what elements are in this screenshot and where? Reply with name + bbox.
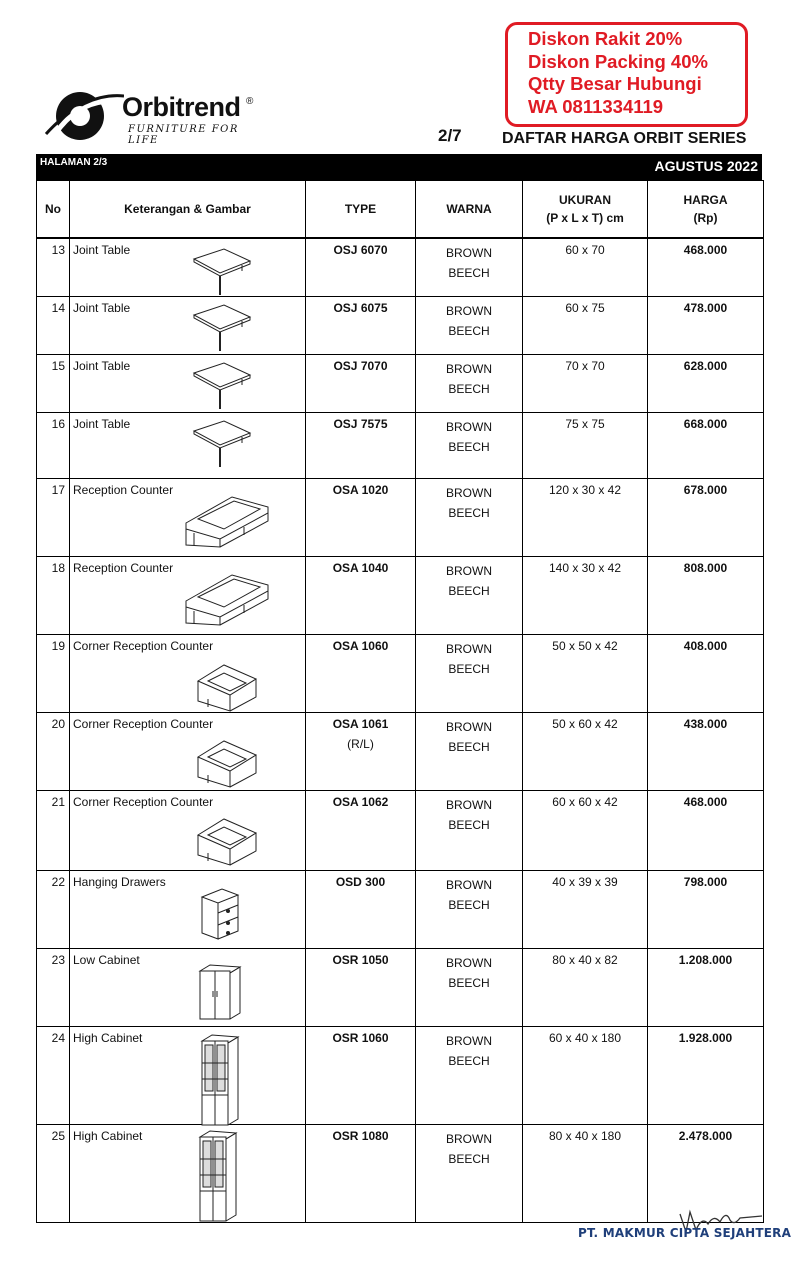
warna-1: BROWN	[446, 955, 492, 970]
row-ukuran: 40 x 39 x 39	[523, 870, 648, 948]
row-number: 14	[37, 296, 70, 354]
reception-counter-icon	[184, 565, 270, 627]
warna-2: BEECH	[448, 1053, 490, 1068]
corner-counter-icon	[194, 655, 258, 713]
price-date: AGUSTUS 2022	[654, 158, 758, 174]
row-description	[70, 412, 306, 478]
promo-line: WA 0811334119	[528, 95, 664, 117]
table-header-row	[37, 181, 764, 239]
row-warna	[416, 790, 523, 870]
row-ukuran: 80 x 40 x 82	[523, 948, 648, 1026]
type-code: OSD 300	[335, 874, 386, 889]
row-ukuran: 50 x 60 x 42	[523, 712, 648, 790]
row-harga: 668.000	[648, 412, 764, 478]
row-type	[306, 412, 416, 478]
table-row	[37, 634, 764, 712]
type-code: OSA 1060	[332, 638, 389, 653]
row-type	[306, 1026, 416, 1124]
type-variant: (R/L)	[347, 736, 374, 751]
row-number: 18	[37, 556, 70, 634]
row-number: 22	[37, 870, 70, 948]
item-name: Joint Table	[73, 243, 131, 257]
type-code: OSR 1080	[332, 1128, 389, 1143]
item-name: Low Cabinet	[73, 952, 140, 967]
row-ukuran: 75 x 75	[523, 412, 648, 478]
warna-2: BEECH	[448, 505, 490, 520]
header-harga-unit: (Rp)	[693, 211, 718, 225]
table-row	[37, 1124, 764, 1222]
row-ukuran: 60 x 70	[523, 238, 648, 296]
item-name: Corner Reception Counter	[73, 794, 214, 809]
row-ukuran: 60 x 75	[523, 296, 648, 354]
type-code: OSA 1061	[332, 716, 389, 731]
row-warna	[416, 238, 523, 296]
header-harga-title: HARGA	[683, 193, 728, 207]
row-ukuran: 50 x 50 x 42	[523, 634, 648, 712]
row-type	[306, 712, 416, 790]
type-code: OSJ 7575	[333, 416, 388, 431]
warna-2: BEECH	[448, 975, 490, 990]
row-warna	[416, 478, 523, 556]
item-name: Corner Reception Counter	[73, 638, 214, 653]
row-description	[70, 296, 306, 354]
table-row	[37, 296, 764, 354]
warna-1: BROWN	[446, 1033, 492, 1048]
document-title: DAFTAR HARGA ORBIT SERIES	[502, 130, 747, 147]
row-ukuran: 80 x 40 x 180	[523, 1124, 648, 1222]
row-warna	[416, 948, 523, 1026]
warna-1: BROWN	[446, 361, 492, 376]
row-harga: 408.000	[648, 634, 764, 712]
corner-counter-icon	[194, 809, 258, 867]
warna-2: BEECH	[448, 661, 490, 676]
table-row	[37, 870, 764, 948]
item-name: Reception Counter	[73, 560, 174, 575]
warna-1: BROWN	[446, 419, 492, 434]
row-harga: 1.928.000	[648, 1026, 764, 1124]
brand-tagline: FURNITURE FOR LIFE	[128, 124, 239, 146]
table-row	[37, 948, 764, 1026]
row-warna	[416, 296, 523, 354]
row-warna	[416, 634, 523, 712]
warna-1: BROWN	[446, 877, 492, 892]
row-description	[70, 478, 306, 556]
item-name: High Cabinet	[73, 1128, 143, 1143]
row-description	[70, 238, 306, 296]
table-row	[37, 712, 764, 790]
warna-1: BROWN	[446, 485, 492, 500]
row-type	[306, 1124, 416, 1222]
row-warna	[416, 354, 523, 412]
row-warna	[416, 556, 523, 634]
row-number: 20	[37, 712, 70, 790]
row-warna	[416, 870, 523, 948]
company-footer: PT. MAKMUR CIPTA SEJAHTERA	[578, 1226, 792, 1240]
registered-mark: ®	[246, 96, 254, 107]
row-number: 24	[37, 1026, 70, 1124]
header-ukuran-unit: (P x L x T) cm	[546, 211, 624, 225]
promo-line: Diskon Packing 40%	[528, 50, 708, 72]
warna-1: BROWN	[446, 1131, 492, 1146]
row-harga: 2.478.000	[648, 1124, 764, 1222]
row-type	[306, 238, 416, 296]
row-harga: 478.000	[648, 296, 764, 354]
high-cabinet-icon	[196, 1033, 242, 1127]
row-type	[306, 478, 416, 556]
row-description	[70, 634, 306, 712]
price-table	[36, 180, 764, 1223]
row-warna	[416, 1026, 523, 1124]
row-harga: 468.000	[648, 238, 764, 296]
table-row	[37, 790, 764, 870]
header-harga	[648, 181, 764, 239]
promo-line: Diskon Rakit 20%	[528, 28, 683, 49]
low-cabinet-icon	[196, 963, 244, 1023]
header-type: TYPE	[306, 181, 416, 239]
warna-2: BEECH	[448, 266, 490, 280]
row-warna	[416, 1124, 523, 1222]
row-ukuran: 120 x 30 x 42	[523, 478, 648, 556]
header-ukuran	[523, 181, 648, 239]
row-type	[306, 790, 416, 870]
row-description	[70, 354, 306, 412]
reception-counter-icon	[184, 487, 270, 549]
type-code: OSR 1050	[332, 952, 389, 967]
row-description	[70, 948, 306, 1026]
type-code: OSJ 6070	[333, 243, 388, 257]
drawers-icon	[198, 887, 242, 941]
type-code: OSA 1020	[332, 482, 389, 497]
item-name: Hanging Drawers	[73, 874, 166, 889]
item-name: Corner Reception Counter	[73, 716, 214, 731]
warna-2: BEECH	[448, 897, 490, 912]
corner-counter-icon	[194, 731, 258, 789]
type-code: OSJ 7070	[333, 358, 388, 373]
warna-2: BEECH	[448, 1151, 490, 1166]
row-ukuran: 140 x 30 x 42	[523, 556, 648, 634]
promo-line: Qtty Besar Hubungi	[528, 73, 702, 94]
row-type	[306, 948, 416, 1026]
warna-2: BEECH	[448, 323, 490, 338]
warna-1: BROWN	[446, 246, 492, 260]
type-code: OSA 1062	[332, 794, 389, 809]
row-number: 13	[37, 238, 70, 296]
row-warna	[416, 412, 523, 478]
header-warna: WARNA	[416, 181, 523, 239]
warna-1: BROWN	[446, 303, 492, 318]
header-ukuran-title: UKURAN	[559, 193, 611, 207]
row-description	[70, 870, 306, 948]
type-code: OSR 1060	[332, 1030, 389, 1045]
joint-table-icon	[190, 361, 254, 411]
section-bar	[36, 154, 762, 180]
row-warna	[416, 712, 523, 790]
table-row	[37, 478, 764, 556]
table-row	[37, 556, 764, 634]
high-cabinet-icon	[194, 1129, 240, 1223]
table-row	[37, 238, 764, 296]
row-number: 21	[37, 790, 70, 870]
row-type	[306, 556, 416, 634]
row-description	[70, 790, 306, 870]
header-no: No	[37, 181, 70, 239]
warna-2: BEECH	[448, 739, 490, 754]
row-description	[70, 1124, 306, 1222]
type-code: OSJ 6075	[333, 300, 388, 315]
joint-table-icon	[190, 303, 254, 353]
row-number: 16	[37, 412, 70, 478]
item-name: Reception Counter	[73, 482, 174, 497]
brand-logo	[44, 86, 274, 150]
row-harga: 468.000	[648, 790, 764, 870]
warna-2: BEECH	[448, 381, 490, 396]
brand-name: Orbitrend	[122, 92, 241, 122]
warna-1: BROWN	[446, 641, 492, 656]
row-type	[306, 354, 416, 412]
joint-table-icon	[190, 419, 254, 469]
item-name: Joint Table	[73, 358, 131, 373]
item-name: Joint Table	[73, 416, 131, 431]
table-row	[37, 354, 764, 412]
row-harga: 808.000	[648, 556, 764, 634]
row-number: 17	[37, 478, 70, 556]
warna-2: BEECH	[448, 583, 490, 598]
row-number: 15	[37, 354, 70, 412]
joint-table-icon	[190, 247, 254, 297]
row-description	[70, 1026, 306, 1124]
row-description	[70, 712, 306, 790]
warna-2: BEECH	[448, 439, 490, 454]
item-name: Joint Table	[73, 300, 131, 315]
table-row	[37, 412, 764, 478]
type-code: OSA 1040	[332, 560, 389, 575]
row-harga: 628.000	[648, 354, 764, 412]
row-description	[70, 556, 306, 634]
row-number: 19	[37, 634, 70, 712]
warna-2: BEECH	[448, 817, 490, 832]
section-label: HALAMAN 2/3	[40, 157, 108, 168]
row-harga: 798.000	[648, 870, 764, 948]
row-type	[306, 870, 416, 948]
orbit-logo-icon	[44, 86, 124, 150]
warna-1: BROWN	[446, 797, 492, 812]
row-ukuran: 60 x 40 x 180	[523, 1026, 648, 1124]
header-desc: Keterangan & Gambar	[70, 181, 306, 239]
row-number: 25	[37, 1124, 70, 1222]
row-harga: 438.000	[648, 712, 764, 790]
warna-1: BROWN	[446, 563, 492, 578]
row-type	[306, 634, 416, 712]
row-harga: 1.208.000	[648, 948, 764, 1026]
row-ukuran: 70 x 70	[523, 354, 648, 412]
row-type	[306, 296, 416, 354]
warna-1: BROWN	[446, 719, 492, 734]
row-ukuran: 60 x 60 x 42	[523, 790, 648, 870]
row-number: 23	[37, 948, 70, 1026]
promo-box	[505, 22, 748, 127]
table-row	[37, 1026, 764, 1124]
page-number: 2/7	[438, 126, 462, 145]
row-harga: 678.000	[648, 478, 764, 556]
item-name: High Cabinet	[73, 1030, 143, 1045]
